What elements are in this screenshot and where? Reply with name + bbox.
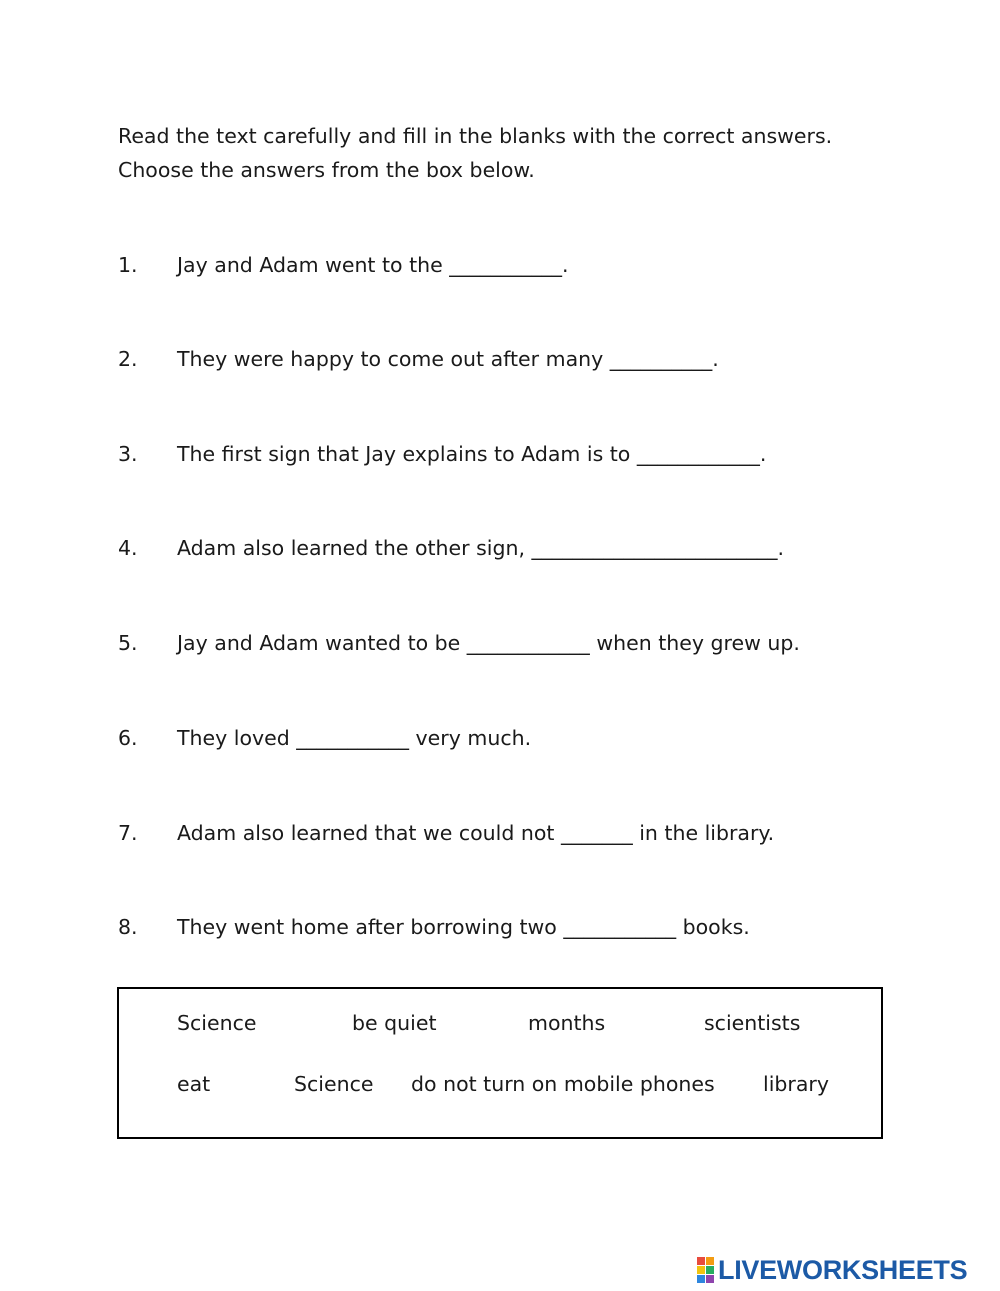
liveworksheets-logo-icon [697,1257,714,1283]
question-text: They went home after borrowing two ___________ books. [177,915,750,939]
question-number: 5. [118,631,138,655]
question-number: 2. [118,347,138,371]
question-text: Jay and Adam went to the ___________. [177,253,569,277]
question-text: They were happy to come out after many __________. [177,347,719,371]
word-option: Science [177,1011,257,1035]
question-number: 1. [118,253,138,277]
word-option: do not turn on mobile phones [411,1072,715,1096]
question-number: 7. [118,821,138,845]
answer-word-box [117,987,883,1139]
question-text: Jay and Adam wanted to be ____________ when they grew up. [177,631,800,655]
question-number: 4. [118,536,138,560]
instructions [118,119,918,187]
word-option: library [763,1072,829,1096]
word-option: months [528,1011,606,1035]
question-text: Adam also learned that we could not _______ in the library. [177,821,775,845]
word-option: Science [294,1072,374,1096]
instructions-line-1: Read the text carefully and fill in the blanks with the correct answers. [118,124,833,148]
word-option: eat [177,1072,211,1096]
question-text: Adam also learned the other sign, ________________________. [177,536,785,560]
liveworksheets-logo [697,1255,967,1285]
question-text: They loved ___________ very much. [177,726,532,750]
word-option: be quiet [352,1011,437,1035]
question-number: 8. [118,915,138,939]
question-number: 6. [118,726,138,750]
question-text: The first sign that Jay explains to Adam is to ____________. [177,442,767,466]
logo-text: LIVEWORKSHEETS [718,1254,968,1285]
instructions-line-2: Choose the answers from the box below. [118,158,535,182]
question-number: 3. [118,442,138,466]
word-option: scientists [704,1011,801,1035]
